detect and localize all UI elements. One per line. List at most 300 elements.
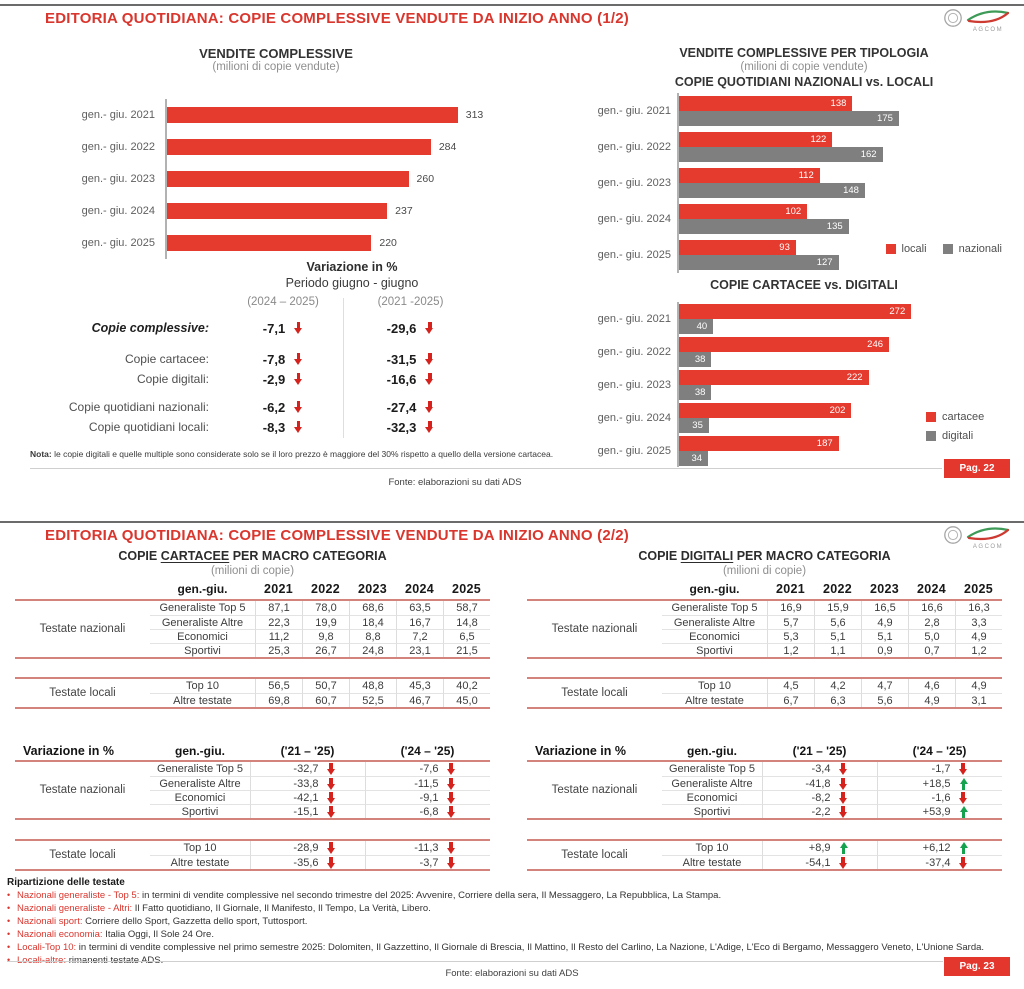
value-cell: 60,7 [302,693,349,707]
value-cell [365,776,490,790]
value: +18,5 [922,777,951,790]
category-label: gen.- giu. 2023 [597,378,671,391]
bullet-icon: • [7,890,11,900]
bar-value: 122 [810,134,827,145]
title-underlined: CARTACEE [160,549,230,563]
column-header: ('24 – '25) [400,744,455,758]
table-title-cartacee [15,549,490,563]
value-cell: 0,7 [908,643,955,657]
category-cell: Generaliste Top 5 [156,763,244,775]
value-cell: 4,2 [814,679,861,693]
category-label: gen.- giu. 2024 [597,411,671,424]
category-cell: Sportivi [150,804,250,818]
bullet-icon: • [7,955,11,965]
nota-label: Nota: [30,449,52,459]
decrease-arrow-icon [839,806,848,818]
footnote-item [7,942,1011,954]
footnote-item [7,890,1011,902]
bar-row [45,227,507,259]
footnote-body: Italia Oggi, Il Sole 24 Ore. [102,929,214,940]
category-label: gen.- giu. 2022 [597,345,671,358]
title-underlined: DIGITALI [680,549,734,563]
value: -7,1 [262,320,286,336]
bar-area [165,227,507,259]
bar-area [165,131,507,163]
value-cell: 5,6 [814,615,861,629]
value: -35,6 [293,856,319,869]
value: -31,5 [386,351,417,367]
category-cell: Economici [150,629,255,643]
category-label: gen.- giu. 2025 [597,444,671,457]
group-label: Testate locali [49,687,116,699]
bar-group [596,335,1012,368]
decrease-arrow-icon [959,792,968,804]
footnote-text [17,916,307,928]
decrease-arrow-icon [327,857,336,869]
category-cell: Altre testate [150,855,250,869]
source-line: Fonte: elaborazioni su dati ADS [388,477,522,488]
value-cell [877,790,1002,804]
value-cell: 8,8 [349,629,396,643]
bullet-icon: • [7,929,11,939]
nazionali-bar [679,111,899,126]
decrease-arrow-icon [294,401,303,413]
category-cell: Sportivi [150,643,255,657]
variation-column-headers [48,296,488,313]
bar-value: 138 [830,98,847,109]
chart-vendite-complessive [45,46,507,259]
bar-value: 220 [379,237,397,249]
variation-summary [48,260,488,437]
category-label: gen.- giu. 2021 [597,105,671,117]
logo-text: AGCOM [972,544,1004,550]
slide2-title: EDITORIA QUOTIDIANA: COPIE COMPLESSIVE VENDUTE DA INIZIO ANNO (2/2) [45,527,630,544]
chart-title: VENDITE COMPLESSIVE PER TIPOLOGIA [679,46,929,60]
value-cell: 7,2 [396,629,443,643]
value-cell: 69,8 [255,693,302,707]
category-cell: Generaliste Altre [150,776,250,790]
decrease-arrow-icon [327,778,336,790]
decrease-arrow-icon [294,353,303,365]
group-label: Testate locali [49,849,116,861]
legend [926,411,984,442]
bar-area [677,201,1012,237]
value: -6,2 [262,399,286,415]
category-label: gen.- giu. 2024 [81,205,155,217]
bar-value: 112 [798,170,814,181]
value-cell: 1,2 [767,643,814,657]
value-cell [250,776,365,790]
locali-bar [679,204,807,219]
value-cell [365,762,490,776]
footnote-item [7,929,1011,941]
value-cell: 11,2 [255,629,302,643]
value-cell [762,841,877,855]
bar-row [45,99,507,131]
digitali-bar [679,385,711,400]
value: -16,6 [386,371,417,387]
bullet-icon: • [7,903,11,913]
legend-label: digitali [942,430,974,442]
category-cell: Generaliste Altre [150,615,255,629]
value-cell: 6,5 [443,629,490,643]
value-cell [762,855,877,869]
footnote-lead: Locali-altre: [17,955,67,966]
value-cell: 18,4 [349,615,396,629]
footnote-text [17,942,984,954]
bar-plot [45,99,507,259]
locali-bar [679,132,832,147]
footnote-item [7,916,1011,928]
value-cell: 16,7 [396,615,443,629]
legend-label: nazionali [958,243,1002,255]
value-cell [343,352,478,367]
footnote-lead: Nazionali generaliste - Top 5: [17,890,140,901]
header-gen-giu: gen.-giu. [687,744,737,758]
header-year: 2021 [775,582,805,596]
header-year: 2025 [963,582,993,596]
locali-bar [679,168,820,183]
category-label: gen.- giu. 2025 [597,249,671,261]
header-year: 2021 [263,582,293,596]
decrease-arrow-icon [294,322,303,334]
bar-value: 162 [860,149,877,160]
cartacee-bar [679,370,869,385]
variation-header [527,744,1002,758]
value-cell: 16,6 [908,601,955,615]
digitali-bar [679,418,709,433]
category-cell: Generaliste Top 5 [671,602,758,614]
increase-arrow-icon [839,842,848,854]
footnote-body: Il Fatto quotidiano, Il Giornale, Il Manifesto, Il Tempo, La Verità, Libero. [132,903,431,914]
header-gen-giu: gen.-giu. [175,744,225,758]
footnote-text [17,890,721,902]
bar-value: 284 [438,141,457,153]
row-label: Copie quotidiani nazionali: [68,400,209,414]
value-cell [223,321,343,336]
value-cell: 68,6 [349,601,396,615]
value-cell: 4,6 [908,679,955,693]
cartacee-bar [679,403,851,418]
value-cell [762,790,877,804]
value: -27,4 [386,399,417,415]
decrease-arrow-icon [327,763,336,775]
chart-subtitle: (milioni di copie vendute) [212,61,340,73]
bar-row [45,163,507,195]
bar-value: 148 [843,185,859,196]
value-cell: 78,0 [302,601,349,615]
value-cell: 19,9 [302,615,349,629]
value-cell: 25,3 [255,643,302,657]
bar-value: 35 [692,419,703,431]
value-cell [762,776,877,790]
bar-value: 40 [696,320,708,332]
logo-text: AGCOM [972,27,1004,33]
bar-row [45,195,507,227]
category-label: gen.- giu. 2021 [597,312,671,325]
decrease-arrow-icon [327,792,336,804]
value: -28,9 [293,842,319,854]
variation-row [48,417,488,437]
variation-row [48,349,488,369]
value-cell: 1,2 [955,643,1002,657]
category-cell: Sportivi [662,804,762,818]
group-label: Testate nazionali [551,623,638,635]
digitali-bar [679,319,713,334]
decrease-arrow-icon [425,373,434,385]
decrease-arrow-icon [327,842,336,854]
table-title-digitali [527,549,1002,563]
value: -1,7 [931,763,951,775]
value-cell: 1,1 [814,643,861,657]
bar-value: 313 [465,109,484,121]
agcom-logo [942,7,1014,40]
category-label: gen.- giu. 2023 [597,177,671,189]
legend-label: cartacee [942,411,985,423]
source-line: Fonte: elaborazioni su dati ADS [445,968,579,979]
decrease-arrow-icon [327,806,336,818]
agcom-logo-graphic [942,7,1014,35]
cartacee-bar [679,304,911,319]
bar-group [596,201,1012,237]
category-label: gen.- giu. 2022 [597,141,671,153]
value-cell: 2,8 [908,615,955,629]
decrease-arrow-icon [959,763,968,775]
chart-subtitle: (milioni di copie vendute) [740,61,868,73]
total-bar [167,171,409,187]
total-bar [167,139,431,155]
value: +6,12 [922,842,951,854]
divider-line [7,961,943,962]
value-cell [250,804,365,818]
value-cell: 52,5 [349,693,396,707]
value-cell [223,420,343,435]
category-cell: Altre testate [662,855,762,869]
bar-area [165,163,507,195]
value-cell: 5,7 [767,615,814,629]
value: -42,1 [293,791,319,804]
table-testate-locali [15,677,490,709]
locali-swatch-icon [886,244,896,254]
increase-arrow-icon [959,778,968,790]
category-label: gen.- giu. 2024 [597,213,671,225]
bar-area [677,302,1012,335]
value-cell [250,790,365,804]
value: -15,1 [293,805,319,818]
category-cell: Altre testate [150,693,255,707]
category-cell: Generaliste Altre [662,776,762,790]
footnote-body: rimanenti testate ADS. [66,955,164,966]
header-year: 2022 [822,582,852,596]
bar-value: 135 [826,221,843,232]
value-cell: 48,8 [349,679,396,693]
value-cell: 3,3 [955,615,1002,629]
value-cell: 9,8 [302,629,349,643]
value-cell: 56,5 [255,679,302,693]
bar-area [677,129,1012,165]
value-cell [762,804,877,818]
page-number-badge: Pag. 23 [944,957,1010,976]
row-label: Copie complessive: [91,321,209,335]
footnote-text [17,903,431,915]
value-cell: 3,1 [955,693,1002,707]
value-cell [877,762,1002,776]
value-cell: 4,5 [767,679,814,693]
category-cell: Generaliste Top 5 [668,763,756,775]
value-cell [250,841,365,855]
decrease-arrow-icon [447,778,456,790]
category-label: gen.- giu. 2025 [81,237,155,249]
bar-value: 187 [816,437,833,449]
digitali-swatch-icon [926,431,936,441]
value: -2,9 [262,371,286,387]
bar-area [677,165,1012,201]
value-cell: 22,3 [255,615,302,629]
value-cell: 24,8 [349,643,396,657]
decrease-arrow-icon [294,421,303,433]
slide1-top-border [0,4,1024,6]
footnote-item [7,903,1011,915]
variation-subtitle: Periodo giugno - giugno [285,276,419,290]
footnote-body: Corriere dello Sport, Gazzetta dello sport, Tuttosport. [82,916,308,927]
value: -33,8 [293,777,319,790]
value-cell [250,762,365,776]
header-year: 2023 [357,582,387,596]
value: -32,3 [386,419,417,435]
value-cell: 15,9 [814,601,861,615]
chart-title: VENDITE COMPLESSIVE [199,46,353,61]
value-cell [365,855,490,869]
page-number-badge: Pag. 22 [944,459,1010,478]
header-gen-giu: gen.-giu. [689,582,740,596]
value: -37,4 [925,856,951,869]
slide2-top-border [0,521,1024,523]
decrease-arrow-icon [425,353,434,365]
value-cell [343,420,478,435]
value-cell [365,804,490,818]
footnote-lead: Nazionali generaliste - Altri: [17,903,133,914]
value-cell [343,321,478,336]
bar-group [596,302,1012,335]
decrease-arrow-icon [447,842,456,854]
value-cell [365,790,490,804]
category-cell: Economici [662,629,767,643]
group-label: Testate locali [561,687,628,699]
bar-area [165,99,507,131]
decrease-arrow-icon [447,857,456,869]
chart-subtitle2: COPIE QUOTIDIANI NAZIONALI vs. LOCALI [674,75,934,89]
bar-group [596,368,1012,401]
decrease-arrow-icon [839,763,848,775]
group-label: Testate nazionali [39,623,126,635]
row-label: Copie cartacee: [124,352,209,366]
value: -7,6 [419,763,439,775]
nazionali-bar [679,183,865,198]
value-cell [877,776,1002,790]
footnotes [7,877,1011,967]
category-cell: Top 10 [695,842,729,854]
value-cell: 14,8 [443,615,490,629]
digitali-bar [679,451,708,466]
value: -7,8 [262,351,286,367]
decrease-arrow-icon [425,421,434,433]
variation-row [48,397,488,417]
decrease-arrow-icon [839,792,848,804]
category-label: gen.- giu. 2021 [81,109,155,121]
total-bar [167,107,458,123]
column-header: ('21 – '25) [792,744,847,758]
bar-value: 175 [877,113,893,124]
footnote-lead: Locali-Top 10: [17,942,77,953]
value-cell: 5,0 [908,629,955,643]
nazionali-swatch-icon [943,244,953,254]
row-label: Copie digitali: [136,372,209,386]
value-cell: 5,1 [861,629,908,643]
decrease-arrow-icon [447,763,456,775]
value-cell: 5,3 [767,629,814,643]
nazionali-bar [679,219,849,234]
legend-item [886,243,927,255]
decrease-arrow-icon [425,322,434,334]
value-cell [223,400,343,415]
value-cell: 87,1 [255,601,302,615]
value-cell [343,400,478,415]
table-testate-locali [527,677,1002,709]
bar-area [165,195,507,227]
footnote-body: in termini di vendite complessive nel secondo trimestre del 2025: Avvenire, Corriere della sera, Il Messaggero, La Repubblica, La Stampa. [139,890,722,901]
increase-arrow-icon [959,842,968,854]
decrease-arrow-icon [294,373,303,385]
value-cell: 4,9 [955,629,1002,643]
variation-row [48,369,488,389]
bullet-icon: • [7,942,11,952]
bar-value: 38 [694,353,706,365]
footnotes-heading: Ripartizione delle testate [7,877,125,888]
variation-title: Variazione in % [306,260,398,274]
cartacee-swatch-icon [926,412,936,422]
total-bar [167,235,371,251]
table-header [527,582,1002,596]
category-cell: Sportivi [662,643,767,657]
cartacee-bar [679,337,889,352]
header-year: 2024 [404,582,434,596]
value-cell: 45,3 [396,679,443,693]
value-cell: 23,1 [396,643,443,657]
value-cell: 21,5 [443,643,490,657]
bar-value: 246 [867,338,884,350]
title-part: PER MACRO CATEGORIA [733,549,891,563]
divider-line [30,468,942,469]
legend-item [926,411,984,423]
category-cell: Top 10 [185,680,220,692]
value-cell: 0,9 [861,643,908,657]
value-cell [877,841,1002,855]
value-cell: 16,3 [955,601,1002,615]
value: +53,9 [922,805,951,818]
footnote-lead: Nazionali sport: [17,916,83,927]
digitali-bar [679,352,711,367]
variation-testate-nazionali [527,760,1002,820]
table-subtitle: (milioni di copie) [210,565,295,577]
value: -41,8 [805,777,831,790]
bar-value: 202 [829,404,846,416]
value: -54,1 [805,856,831,869]
title-part: PER MACRO CATEGORIA [229,549,387,563]
value-cell: 6,7 [767,693,814,707]
decrease-arrow-icon [959,857,968,869]
spacer [48,296,223,313]
table-testate-nazionali [15,599,490,659]
